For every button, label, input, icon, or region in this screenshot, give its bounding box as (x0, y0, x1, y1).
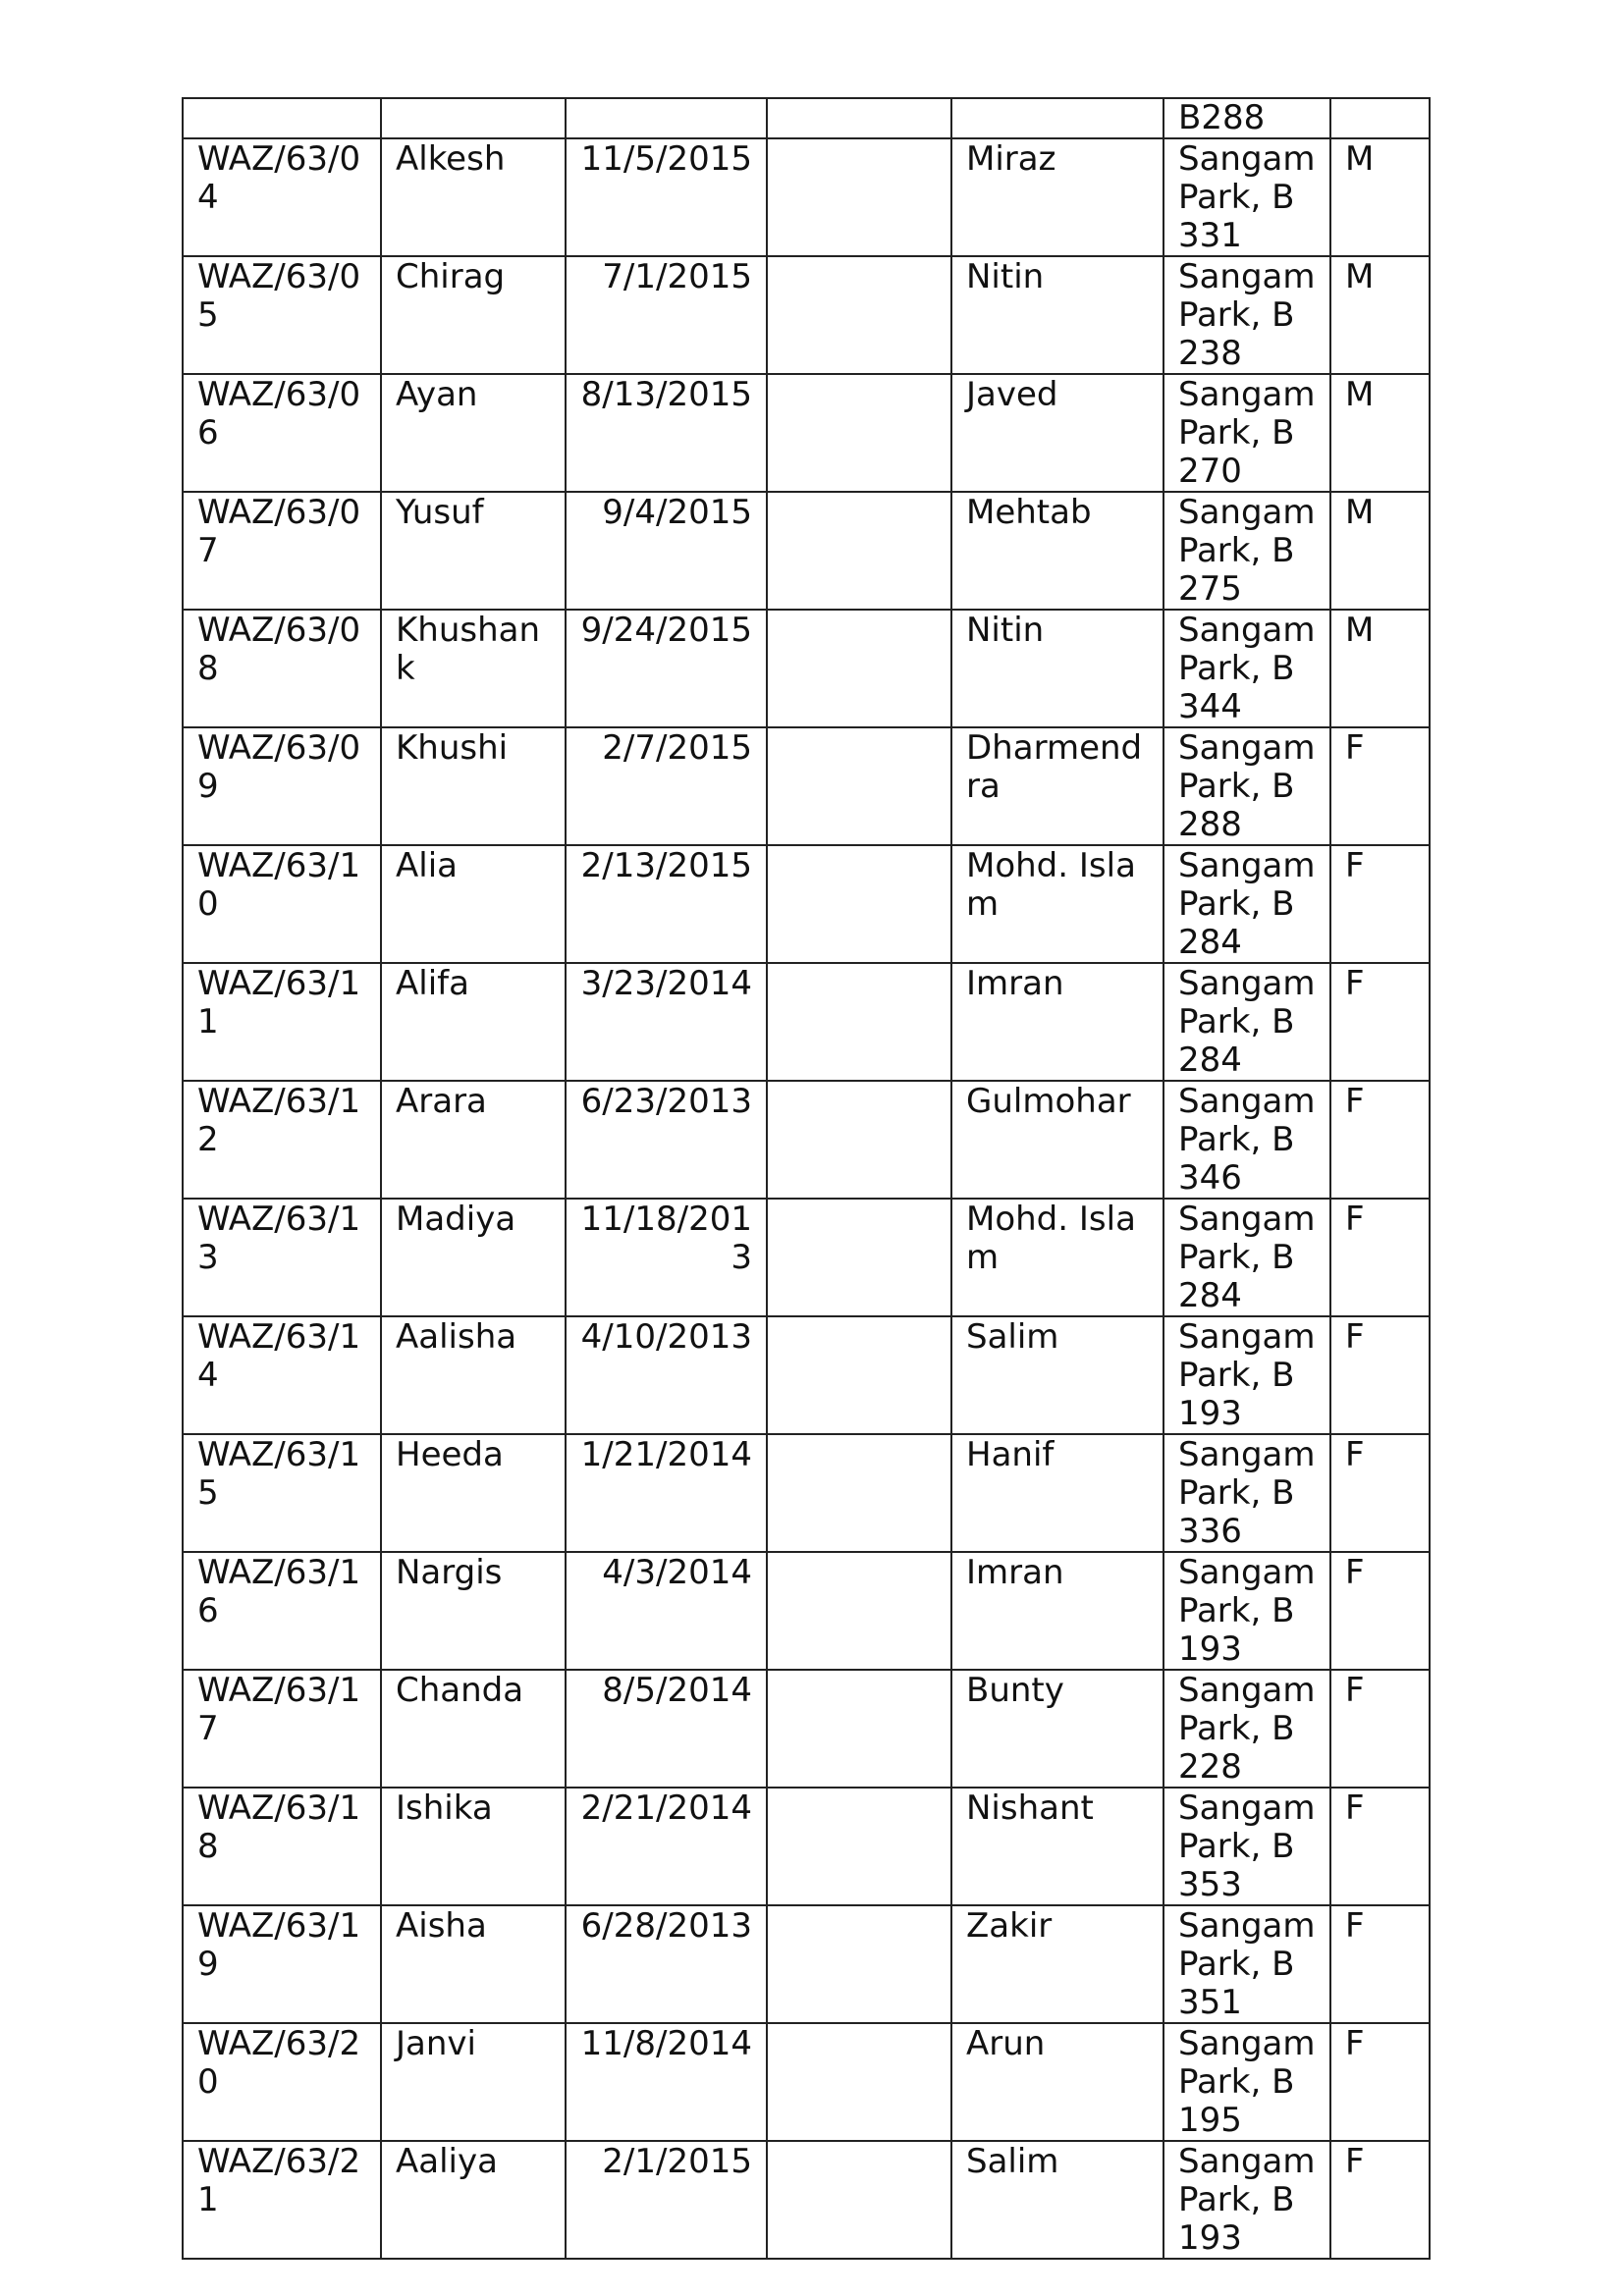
cell-dob: 4/3/2014 (566, 1552, 767, 1670)
cell-name: Arara (381, 1081, 566, 1199)
cell-gender: F (1330, 2023, 1430, 2141)
cell-address: Sangam Park, B284 (1163, 1199, 1330, 1316)
table-row-continued (183, 98, 1430, 138)
cell-name: Ayan (381, 374, 566, 492)
cell-dob: 4/10/2013 (566, 1316, 767, 1434)
cell-parent: Hanif (951, 1434, 1163, 1552)
cell-blank (767, 2141, 951, 2259)
cell-blank (767, 492, 951, 610)
cell-blank (767, 1081, 951, 1199)
cell-id (183, 98, 381, 138)
cell-gender: F (1330, 727, 1430, 845)
cell-id: WAZ/63/10 (183, 845, 381, 963)
cell-blank (767, 138, 951, 256)
cell-dob: 6/23/2013 (566, 1081, 767, 1199)
table-row (183, 374, 1430, 492)
student-register-table (182, 97, 1431, 2260)
cell-gender: F (1330, 963, 1430, 1081)
cell-address: Sangam Park, B353 (1163, 1788, 1330, 1905)
cell-address: B288 (1163, 98, 1330, 138)
cell-parent: Bunty (951, 1670, 1163, 1788)
table-row (183, 1316, 1430, 1434)
cell-blank (767, 1905, 951, 2023)
cell-parent: Imran (951, 1552, 1163, 1670)
cell-blank (767, 2023, 951, 2141)
cell-id: WAZ/63/04 (183, 138, 381, 256)
cell-address: Sangam Park, B344 (1163, 610, 1330, 727)
cell-id: WAZ/63/07 (183, 492, 381, 610)
cell-parent: Mohd. Islam (951, 845, 1163, 963)
cell-name: Khushank (381, 610, 566, 727)
cell-name (381, 98, 566, 138)
table-row (183, 2141, 1430, 2259)
cell-gender: F (1330, 1434, 1430, 1552)
cell-id: WAZ/63/06 (183, 374, 381, 492)
table-row (183, 1552, 1430, 1670)
cell-parent: Miraz (951, 138, 1163, 256)
cell-dob: 2/1/2015 (566, 2141, 767, 2259)
cell-dob: 8/5/2014 (566, 1670, 767, 1788)
cell-dob: 11/18/2013 (566, 1199, 767, 1316)
table-row (183, 1788, 1430, 1905)
cell-blank (767, 1199, 951, 1316)
table-row (183, 256, 1430, 374)
cell-name: Khushi (381, 727, 566, 845)
table-row (183, 1199, 1430, 1316)
cell-dob: 1/21/2014 (566, 1434, 767, 1552)
cell-blank (767, 727, 951, 845)
cell-id: WAZ/63/21 (183, 2141, 381, 2259)
table-row (183, 2023, 1430, 2141)
cell-address: Sangam Park, B228 (1163, 1670, 1330, 1788)
cell-id: WAZ/63/05 (183, 256, 381, 374)
cell-id: WAZ/63/19 (183, 1905, 381, 2023)
cell-gender: F (1330, 1081, 1430, 1199)
cell-parent: Dharmendra (951, 727, 1163, 845)
cell-address: Sangam Park, B284 (1163, 963, 1330, 1081)
cell-parent: Mohd. Islam (951, 1199, 1163, 1316)
cell-name: Ishika (381, 1788, 566, 1905)
cell-id: WAZ/63/16 (183, 1552, 381, 1670)
cell-gender: M (1330, 138, 1430, 256)
cell-gender: F (1330, 1788, 1430, 1905)
cell-parent: Nitin (951, 256, 1163, 374)
cell-dob: 11/5/2015 (566, 138, 767, 256)
cell-dob: 6/28/2013 (566, 1905, 767, 2023)
cell-id: WAZ/63/09 (183, 727, 381, 845)
cell-blank (767, 1670, 951, 1788)
cell-gender: F (1330, 845, 1430, 963)
cell-name: Chirag (381, 256, 566, 374)
cell-gender: M (1330, 374, 1430, 492)
cell-blank (767, 1788, 951, 1905)
table-row (183, 845, 1430, 963)
cell-name: Madiya (381, 1199, 566, 1316)
cell-address: Sangam Park, B193 (1163, 2141, 1330, 2259)
cell-address: Sangam Park, B238 (1163, 256, 1330, 374)
cell-name: Aisha (381, 1905, 566, 2023)
cell-id: WAZ/63/12 (183, 1081, 381, 1199)
cell-name: Aalisha (381, 1316, 566, 1434)
cell-blank (767, 1434, 951, 1552)
cell-blank (767, 845, 951, 963)
cell-gender: F (1330, 1670, 1430, 1788)
cell-blank (767, 98, 951, 138)
cell-name: Nargis (381, 1552, 566, 1670)
cell-dob: 3/23/2014 (566, 963, 767, 1081)
cell-blank (767, 1552, 951, 1670)
cell-dob: 8/13/2015 (566, 374, 767, 492)
cell-parent: Salim (951, 1316, 1163, 1434)
cell-name: Chanda (381, 1670, 566, 1788)
cell-name: Aaliya (381, 2141, 566, 2259)
cell-name: Heeda (381, 1434, 566, 1552)
cell-address: Sangam Park, B331 (1163, 138, 1330, 256)
cell-address: Sangam Park, B195 (1163, 2023, 1330, 2141)
table-row (183, 610, 1430, 727)
cell-gender: F (1330, 1552, 1430, 1670)
cell-parent (951, 98, 1163, 138)
cell-name: Yusuf (381, 492, 566, 610)
cell-parent: Zakir (951, 1905, 1163, 2023)
cell-name: Alifa (381, 963, 566, 1081)
cell-id: WAZ/63/14 (183, 1316, 381, 1434)
cell-name: Janvi (381, 2023, 566, 2141)
cell-blank (767, 374, 951, 492)
cell-dob (566, 98, 767, 138)
cell-gender: M (1330, 610, 1430, 727)
cell-address: Sangam Park, B336 (1163, 1434, 1330, 1552)
cell-blank (767, 963, 951, 1081)
table-row (183, 1434, 1430, 1552)
table-row (183, 138, 1430, 256)
cell-id: WAZ/63/15 (183, 1434, 381, 1552)
cell-gender: M (1330, 256, 1430, 374)
cell-gender: M (1330, 492, 1430, 610)
cell-address: Sangam Park, B193 (1163, 1316, 1330, 1434)
cell-dob: 2/7/2015 (566, 727, 767, 845)
table-row (183, 1670, 1430, 1788)
cell-dob: 9/24/2015 (566, 610, 767, 727)
cell-gender (1330, 98, 1430, 138)
cell-blank (767, 256, 951, 374)
cell-blank (767, 610, 951, 727)
cell-gender: F (1330, 2141, 1430, 2259)
cell-address: Sangam Park, B288 (1163, 727, 1330, 845)
cell-dob: 7/1/2015 (566, 256, 767, 374)
cell-gender: F (1330, 1199, 1430, 1316)
cell-gender: F (1330, 1905, 1430, 2023)
cell-parent: Salim (951, 2141, 1163, 2259)
table-body (183, 98, 1430, 2259)
table-row (183, 727, 1430, 845)
cell-id: WAZ/63/13 (183, 1199, 381, 1316)
cell-dob: 9/4/2015 (566, 492, 767, 610)
cell-blank (767, 1316, 951, 1434)
cell-dob: 11/8/2014 (566, 2023, 767, 2141)
cell-parent: Javed (951, 374, 1163, 492)
cell-gender: F (1330, 1316, 1430, 1434)
cell-dob: 2/13/2015 (566, 845, 767, 963)
cell-id: WAZ/63/18 (183, 1788, 381, 1905)
table-row (183, 492, 1430, 610)
cell-address: Sangam Park, B275 (1163, 492, 1330, 610)
cell-id: WAZ/63/11 (183, 963, 381, 1081)
table-row (183, 1081, 1430, 1199)
cell-dob: 2/21/2014 (566, 1788, 767, 1905)
cell-address: Sangam Park, B346 (1163, 1081, 1330, 1199)
cell-id: WAZ/63/17 (183, 1670, 381, 1788)
cell-address: Sangam Park, B284 (1163, 845, 1330, 963)
cell-parent: Imran (951, 963, 1163, 1081)
table-row (183, 963, 1430, 1081)
cell-parent: Nishant (951, 1788, 1163, 1905)
cell-parent: Nitin (951, 610, 1163, 727)
cell-address: Sangam Park, B351 (1163, 1905, 1330, 2023)
cell-name: Alkesh (381, 138, 566, 256)
cell-id: WAZ/63/20 (183, 2023, 381, 2141)
table-row (183, 1905, 1430, 2023)
cell-parent: Mehtab (951, 492, 1163, 610)
cell-id: WAZ/63/08 (183, 610, 381, 727)
cell-name: Alia (381, 845, 566, 963)
cell-address: Sangam Park, B270 (1163, 374, 1330, 492)
cell-parent: Gulmohar (951, 1081, 1163, 1199)
cell-address: Sangam Park, B193 (1163, 1552, 1330, 1670)
cell-parent: Arun (951, 2023, 1163, 2141)
